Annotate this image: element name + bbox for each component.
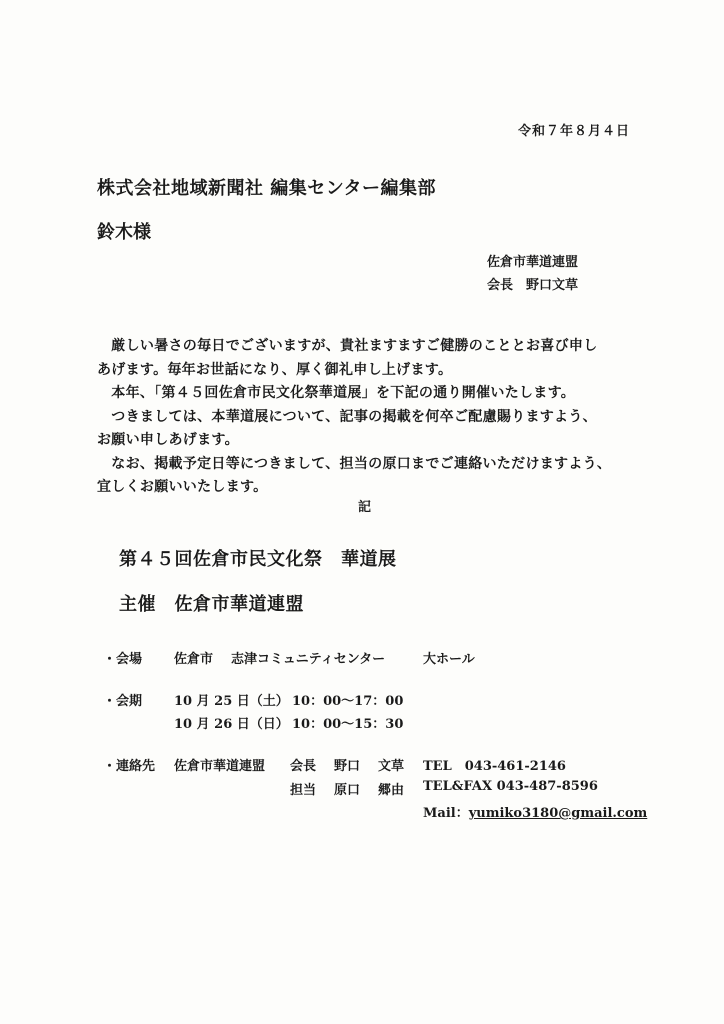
body-line: 厳しい暑さの毎日でございますが、貴社ますますご健勝のこととお喜び申し — [97, 338, 598, 354]
period-label: ・会期 — [103, 694, 143, 709]
body-line: 宜しくお願いいたします。 — [97, 479, 268, 495]
contact-given-name: 郷由 — [378, 783, 405, 798]
addressee-company: 株式会社地域新聞社 編集センター編集部 — [97, 178, 437, 199]
contact-organization: 佐倉市華道連盟 — [174, 759, 266, 774]
body-line: つきましては、本華道展について、記事の掲載を何卒ご配慮賜りますよう、 — [97, 408, 597, 425]
mail-address-link[interactable]: yumiko3180@gmail.com — [468, 806, 648, 821]
mail-label: Mail： — [423, 806, 469, 821]
period-date: 10 月 25 日（土） — [174, 694, 289, 709]
ki-marker: 記 — [358, 500, 372, 515]
venue-label: ・会場 — [103, 652, 143, 667]
body-line: 本年、「第４５回佐倉市民文化祭華道展」を下記の通り開催いたします。 — [97, 385, 576, 401]
contact-role: 会長 — [290, 759, 317, 774]
letter-date: 令和７年８月４日 — [517, 124, 630, 139]
period-time: 10：00～15：30 — [292, 717, 404, 732]
event-title: 第４５回佐倉市民文化祭 華道展 — [119, 549, 397, 570]
period-date: 10 月 26 日（日） — [174, 717, 289, 732]
contact-phone: TEL 043-461-2146 — [423, 759, 566, 774]
addressee-person: 鈴木様 — [97, 222, 151, 243]
contact-surname: 原口 — [334, 783, 361, 798]
body-line: お願い申しあげます。 — [97, 432, 239, 448]
event-organizer: 主催 佐倉市華道連盟 — [119, 594, 304, 615]
venue-center: 志津コミュニティセンター — [231, 652, 386, 667]
sender-organization: 佐倉市華道連盟 — [487, 255, 579, 270]
period-time: 10：00～17：00 — [292, 694, 404, 709]
venue-city: 佐倉市 — [174, 652, 214, 667]
sender-person: 会長 野口文草 — [487, 278, 579, 293]
body-line: なお、掲載予定日等につきまして、担当の原口までご連絡いただけますよう、 — [97, 455, 612, 472]
contact-label: ・連絡先 — [103, 759, 156, 774]
contact-role: 担当 — [290, 783, 317, 798]
letter-body — [97, 335, 637, 500]
body-line: あげます。毎年お世話になり、厚く御礼申し上げます。 — [97, 361, 453, 378]
contact-surname: 野口 — [334, 759, 361, 774]
contact-email — [423, 802, 647, 821]
venue-hall: 大ホール — [423, 652, 475, 667]
contact-phone: TEL&FAX 043-487-8596 — [423, 779, 598, 794]
contact-given-name: 文草 — [378, 759, 405, 774]
